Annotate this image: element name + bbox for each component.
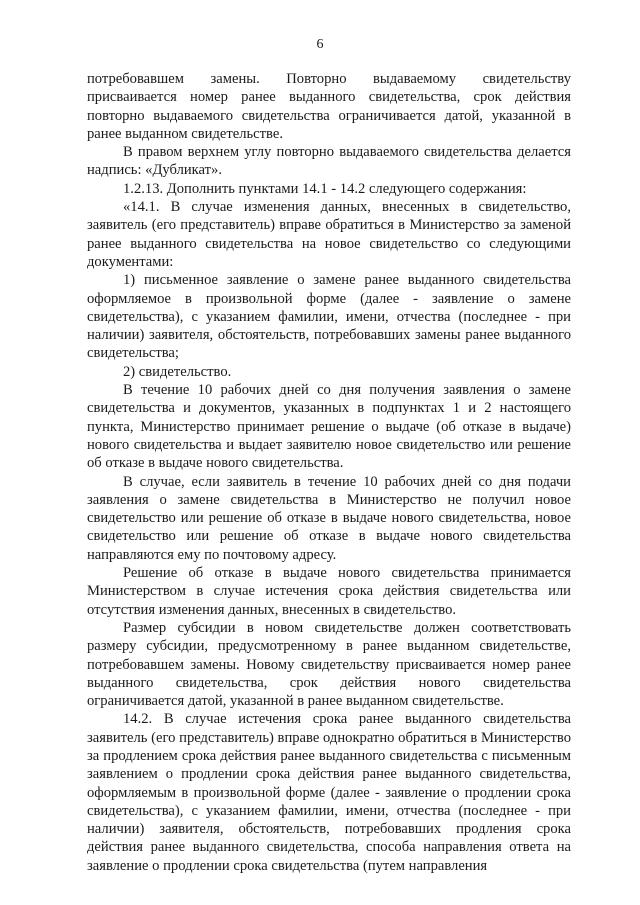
paragraph-clause-14-1: «14.1. В случае изменения данных, внесенных в свидетельство, заявитель (его представитель) вправе обратиться в Министерство за заменой ранее выданного свидетельства на новое свидетельство со следующими документами: [87, 199, 571, 270]
paragraph-clause-14-2: 14.2. В случае истечения срока ранее выданного свидетельства заявитель (его представитель) вправе однократно обратиться в Министерство за продлением срока действия ранее выданного свидетельства с письменным заявлением о продлении срока действия ранее выданного свидетельства, оформляемым в произвольной форме (далее - заявление о продлении срока свидетельства), с указанием фамилии, имени, отчества (последнее - при наличии) заявителя, обстоятельств, потребовавших продления срока действия ранее выданного свидетельства, способа направления ответа на заявление о продлении срока свидетельства (путем направления [87, 711, 571, 874]
paragraph-item-2: 2) свидетельство. [123, 363, 232, 380]
paragraph-postal-delivery: В случае, если заявитель в течение 10 рабочих дней со дня подачи заявления о замене свидетельства в Министерство не получил новое свидетельство или решение об отказе в выдаче нового свидетельства, новое свидетельство или решение об отказе в выдаче нового свидетельства направляются ему по почтовому адресу. [87, 473, 571, 563]
paragraph-duplicate-mark: В правом верхнем углу повторно выдаваемого свидетельства делается надпись: «Дубликат». [87, 144, 571, 179]
paragraph-amendment-1-2-13: 1.2.13. Дополнить пунктами 14.1 - 14.2 следующего содержания: [123, 180, 527, 197]
paragraph-refusal-grounds: Решение об отказе в выдаче нового свидетельства принимается Министерством в случае истечения срока действия свидетельства или отсутствия изменения данных, внесенных в свидетельство. [87, 565, 571, 618]
paragraph-continuation: потребовавшем замены. Повторно выдаваемому свидетельству присваивается номер ранее выданного свидетельства, срок действия повторно выдаваемого свидетельства ограничивается датой, указанной в ранее выданном свидетельстве. [87, 71, 571, 142]
document-body [87, 70, 571, 875]
paragraph-ten-days-decision: В течение 10 рабочих дней со дня получения заявления о замене свидетельства и документов, указанных в подпунктах 1 и 2 настоящего пункта, Министерство принимает решение о выдаче (об отказе в выдаче) нового свидетельства и выдает заявителю новое свидетельство или решение об отказе в выдаче нового свидетельства. [87, 382, 571, 472]
paragraph-item-1: 1) письменное заявление о замене ранее выданного свидетельства оформляемое в произвольной форме (далее - заявление о замене свидетельства), с указанием фамилии, имени, отчества (последнее - при наличии) заявителя, обстоятельств, потребовавших замены ранее выданного свидетельства; [87, 272, 571, 362]
paragraph-subsidy-amount: Размер субсидии в новом свидетельстве должен соответствовать размеру субсидии, предусмотренному в ранее выданном свидетельстве, потребовавшем замены. Новому свидетельству присваивается номер ранее выданного свидетельства, срок действия нового свидетельства ограничивается датой, указанной в ранее выданном свидетельстве. [87, 619, 571, 710]
page-number: 6 [316, 37, 324, 52]
